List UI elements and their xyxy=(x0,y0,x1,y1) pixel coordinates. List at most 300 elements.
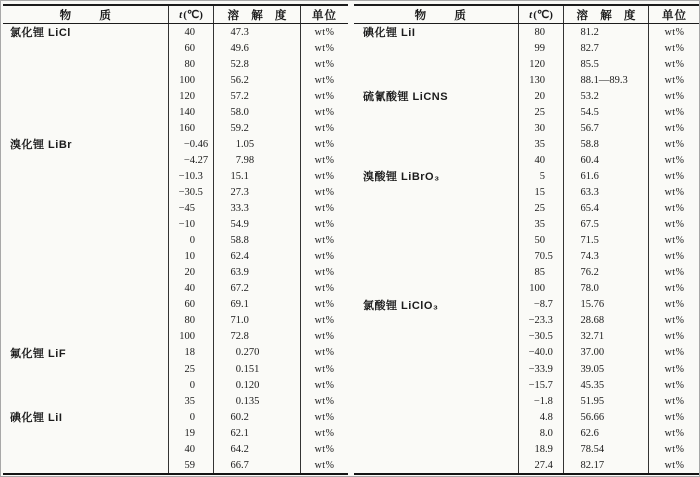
table-row xyxy=(3,104,348,120)
unit-cell: wt% xyxy=(314,411,335,423)
temperature-cell: 40 xyxy=(168,441,214,457)
table-row xyxy=(354,361,700,377)
table-row xyxy=(3,233,348,249)
unit-cell: wt% xyxy=(314,363,335,375)
temperature-cell: 120 xyxy=(518,56,564,72)
substance-cell xyxy=(3,40,168,56)
solubility-table-left xyxy=(3,4,348,475)
solubility-cell: 37 .00 xyxy=(564,345,649,361)
table-row xyxy=(3,457,348,473)
table-row xyxy=(354,409,700,425)
table-row xyxy=(354,249,700,265)
temperature-unit-label: (℃) xyxy=(533,9,553,21)
temperature-cell: −15 .7 xyxy=(518,377,564,393)
substance-cell: 氯化锂 LiCl xyxy=(10,27,71,40)
solubility-cell: 0 .120 xyxy=(214,377,301,393)
unit-cell: wt% xyxy=(314,443,335,455)
unit-cell: wt% xyxy=(664,138,685,150)
unit-cell: wt% xyxy=(664,363,685,375)
unit-cell: wt% xyxy=(314,122,335,134)
temperature-cell: 80 xyxy=(168,313,214,329)
solubility-cell: 81 .2 xyxy=(564,24,649,40)
table-row xyxy=(354,104,700,120)
unit-cell: wt% xyxy=(664,251,685,263)
unit-cell: wt% xyxy=(314,251,335,263)
substance-cell xyxy=(354,104,518,120)
solubility-cell: 47 .3 xyxy=(214,24,301,40)
solubility-cell: 56 .7 xyxy=(564,120,649,136)
unit-cell: wt% xyxy=(664,122,685,134)
table-row xyxy=(3,88,348,104)
solubility-cell: 67 .2 xyxy=(214,281,301,297)
solubility-cell: 15 .1 xyxy=(214,168,301,184)
temperature-cell: 40 xyxy=(518,152,564,168)
unit-cell: wt% xyxy=(664,235,685,247)
unit-cell: wt% xyxy=(664,459,685,471)
temperature-cell: 5 xyxy=(518,168,564,184)
table-row xyxy=(354,425,700,441)
solubility-cell: 54 .5 xyxy=(564,104,649,120)
temperature-cell: 59 xyxy=(168,457,214,473)
table-row xyxy=(354,329,700,345)
unit-cell: wt% xyxy=(664,283,685,295)
temperature-cell: −4 .27 xyxy=(168,152,214,168)
unit-cell: wt% xyxy=(314,347,335,359)
solubility-cell: 71 .0 xyxy=(214,313,301,329)
table-row xyxy=(354,152,700,168)
temperature-cell: 60 xyxy=(168,297,214,313)
table-row xyxy=(354,281,700,297)
unit-cell: wt% xyxy=(664,170,685,182)
substance-cell xyxy=(354,281,518,297)
temperature-cell: −40 .0 xyxy=(518,345,564,361)
table-row xyxy=(354,88,700,104)
substance-cell xyxy=(354,201,518,217)
solubility-cell: 63 .3 xyxy=(564,184,649,200)
unit-cell: wt% xyxy=(664,379,685,391)
unit-cell: wt% xyxy=(664,315,685,327)
temperature-cell: 20 xyxy=(518,88,564,104)
substance-cell xyxy=(354,425,518,441)
substance-cell xyxy=(354,313,518,329)
header-substance-label: 物 质 xyxy=(59,9,112,22)
temperature-cell: 27 .4 xyxy=(518,457,564,473)
solubility-cell: 58 .8 xyxy=(564,136,649,152)
header-solubility xyxy=(564,6,649,23)
solubility-cell: 27 .3 xyxy=(214,184,301,200)
table-row xyxy=(3,281,348,297)
unit-cell: wt% xyxy=(314,267,335,279)
temperature-cell: −30 .5 xyxy=(518,329,564,345)
table-row xyxy=(354,297,700,313)
substance-cell xyxy=(354,120,518,136)
temperature-cell: 35 xyxy=(168,393,214,409)
solubility-cell: 0 .135 xyxy=(214,393,301,409)
unit-cell: wt% xyxy=(664,203,685,215)
table-row xyxy=(3,265,348,281)
table-row xyxy=(3,377,348,393)
table-row xyxy=(354,40,700,56)
solubility-cell: 33 .3 xyxy=(214,201,301,217)
solubility-cell: 61 .6 xyxy=(564,168,649,184)
solubility-cell: 32 .71 xyxy=(564,329,649,345)
solubility-cell: 52 .8 xyxy=(214,56,301,72)
unit-cell: wt% xyxy=(314,26,335,38)
table-row xyxy=(354,441,700,457)
substance-cell xyxy=(3,233,168,249)
solubility-cell: 1 .05 xyxy=(214,136,301,152)
table-row xyxy=(354,265,700,281)
solubility-cell: 0 .151 xyxy=(214,361,301,377)
substance-cell xyxy=(354,217,518,233)
solubility-cell: 62 .4 xyxy=(214,249,301,265)
substance-cell xyxy=(354,329,518,345)
table-row xyxy=(3,72,348,88)
unit-cell: wt% xyxy=(314,395,335,407)
substance-cell xyxy=(354,393,518,409)
table-row xyxy=(3,168,348,184)
unit-cell: wt% xyxy=(664,443,685,455)
solubility-cell: 28 .68 xyxy=(564,313,649,329)
substance-cell xyxy=(3,56,168,72)
substance-cell: 氟化锂 LiF xyxy=(10,347,67,360)
temperature-cell: −0 .46 xyxy=(168,136,214,152)
solubility-cell: 78 .54 xyxy=(564,441,649,457)
temperature-cell: 40 xyxy=(168,24,214,40)
unit-cell: wt% xyxy=(664,347,685,359)
table-row xyxy=(3,345,348,361)
substance-cell xyxy=(3,249,168,265)
substance-cell xyxy=(354,72,518,88)
substance-cell xyxy=(354,56,518,72)
temperature-cell: 19 xyxy=(168,425,214,441)
temperature-symbol: t xyxy=(179,8,183,21)
unit-cell: wt% xyxy=(314,219,335,231)
temperature-cell: 80 xyxy=(518,24,564,40)
substance-cell xyxy=(3,329,168,345)
table-row xyxy=(3,249,348,265)
table-row xyxy=(354,393,700,409)
table-row xyxy=(354,457,700,473)
unit-cell: wt% xyxy=(314,138,335,150)
temperature-cell: 100 xyxy=(168,72,214,88)
table-row xyxy=(354,201,700,217)
substance-cell xyxy=(354,249,518,265)
solubility-cell: 56 .66 xyxy=(564,409,649,425)
unit-cell: wt% xyxy=(314,170,335,182)
substance-cell xyxy=(3,441,168,457)
header-solubility-label: 溶 解 度 xyxy=(576,9,636,22)
temperature-cell: 0 xyxy=(168,377,214,393)
substance-cell xyxy=(3,152,168,168)
solubility-cell: 74 .3 xyxy=(564,249,649,265)
table-row xyxy=(3,217,348,233)
substance-cell xyxy=(3,201,168,217)
temperature-cell: 50 xyxy=(518,233,564,249)
substance-cell: 氯酸锂 LiClO₃ xyxy=(363,299,439,312)
substance-cell xyxy=(3,425,168,441)
temperature-cell: −33 .9 xyxy=(518,361,564,377)
table-header-row xyxy=(3,4,348,24)
table-row xyxy=(3,201,348,217)
table-row xyxy=(3,184,348,200)
temperature-cell: 8 .0 xyxy=(518,425,564,441)
unit-cell: wt% xyxy=(664,186,685,198)
temperature-cell: 0 xyxy=(168,233,214,249)
temperature-cell: 80 xyxy=(168,56,214,72)
temperature-cell: −23 .3 xyxy=(518,313,564,329)
substance-cell xyxy=(3,361,168,377)
substance-cell xyxy=(3,168,168,184)
substance-cell xyxy=(354,40,518,56)
table-row xyxy=(3,297,348,313)
temperature-cell: 30 xyxy=(518,120,564,136)
substance-cell xyxy=(354,152,518,168)
temperature-cell: 0 xyxy=(168,409,214,425)
table-row xyxy=(3,409,348,425)
temperature-cell: 130 xyxy=(518,72,564,88)
substance-cell xyxy=(3,313,168,329)
solubility-cell: 39 .05 xyxy=(564,361,649,377)
header-temperature xyxy=(518,6,564,23)
substance-cell xyxy=(354,233,518,249)
temperature-cell: 25 xyxy=(518,104,564,120)
unit-cell: wt% xyxy=(314,235,335,247)
temperature-cell: 160 xyxy=(168,120,214,136)
unit-cell: wt% xyxy=(664,427,685,439)
unit-cell: wt% xyxy=(664,154,685,166)
table-row xyxy=(354,377,700,393)
temperature-cell: 25 xyxy=(518,201,564,217)
table-row xyxy=(354,72,700,88)
substance-cell xyxy=(3,104,168,120)
temperature-cell: 85 xyxy=(518,265,564,281)
temperature-cell: 40 xyxy=(168,281,214,297)
table-row xyxy=(3,329,348,345)
solubility-cell: 57 .2 xyxy=(214,88,301,104)
substance-cell xyxy=(3,88,168,104)
table-row xyxy=(354,136,700,152)
temperature-cell: −10 .3 xyxy=(168,168,214,184)
substance-cell xyxy=(354,409,518,425)
header-substance xyxy=(3,6,168,23)
table-row xyxy=(354,345,700,361)
table-body xyxy=(3,24,348,475)
table-row xyxy=(3,120,348,136)
unit-cell: wt% xyxy=(314,427,335,439)
table-row xyxy=(3,56,348,72)
table-row xyxy=(3,24,348,40)
unit-cell: wt% xyxy=(314,299,335,311)
temperature-cell: 25 xyxy=(168,361,214,377)
solubility-cell: 66 .7 xyxy=(214,457,301,473)
solubility-cell: 0 .270 xyxy=(214,345,301,361)
unit-cell: wt% xyxy=(664,219,685,231)
temperature-cell: 18 xyxy=(168,345,214,361)
solubility-cell: 45 .35 xyxy=(564,377,649,393)
solubility-cell: 54 .9 xyxy=(214,217,301,233)
temperature-cell: 140 xyxy=(168,104,214,120)
solubility-cell: 62 .6 xyxy=(564,425,649,441)
header-substance-label: 物 质 xyxy=(414,9,467,22)
substance-cell xyxy=(3,377,168,393)
substance-cell: 碘化锂 LiI xyxy=(10,412,63,425)
substance-cell xyxy=(354,184,518,200)
substance-cell xyxy=(354,457,518,473)
header-substance xyxy=(354,6,518,23)
table-row xyxy=(3,393,348,409)
temperature-cell: 99 xyxy=(518,40,564,56)
solubility-cell: 60 .2 xyxy=(214,409,301,425)
table-row xyxy=(3,425,348,441)
substance-cell xyxy=(354,136,518,152)
substance-cell xyxy=(3,184,168,200)
unit-cell: wt% xyxy=(314,315,335,327)
unit-cell: wt% xyxy=(664,331,685,343)
substance-cell: 碘化锂 LiI xyxy=(363,27,416,40)
unit-cell: wt% xyxy=(314,106,335,118)
unit-cell: wt% xyxy=(314,203,335,215)
unit-cell: wt% xyxy=(664,58,685,70)
substance-cell xyxy=(3,217,168,233)
unit-cell: wt% xyxy=(314,379,335,391)
table-row xyxy=(354,24,700,40)
unit-cell: wt% xyxy=(314,186,335,198)
substance-cell xyxy=(3,72,168,88)
solubility-cell: 49 .6 xyxy=(214,40,301,56)
temperature-cell: 60 xyxy=(168,40,214,56)
table-row xyxy=(3,313,348,329)
temperature-cell: 70 .5 xyxy=(518,249,564,265)
solubility-cell: 53 .2 xyxy=(564,88,649,104)
solubility-cell: 62 .1 xyxy=(214,425,301,441)
temperature-cell: 18 .9 xyxy=(518,441,564,457)
header-temperature xyxy=(168,6,214,23)
substance-cell xyxy=(3,120,168,136)
solubility-cell: 7 .98 xyxy=(214,152,301,168)
solubility-cell: 63 .9 xyxy=(214,265,301,281)
temperature-cell: 20 xyxy=(168,265,214,281)
temperature-cell: 100 xyxy=(168,329,214,345)
solubility-cell: 69 .1 xyxy=(214,297,301,313)
unit-cell: wt% xyxy=(664,106,685,118)
solubility-cell: 59 .2 xyxy=(214,120,301,136)
substance-cell xyxy=(3,281,168,297)
solubility-cell: 85 .5 xyxy=(564,56,649,72)
table-row xyxy=(354,313,700,329)
unit-cell: wt% xyxy=(314,90,335,102)
unit-cell: wt% xyxy=(314,42,335,54)
temperature-unit-label: (℃) xyxy=(183,9,203,21)
unit-cell: wt% xyxy=(664,299,685,311)
temperature-cell: 10 xyxy=(168,249,214,265)
table-row xyxy=(354,233,700,249)
temperature-cell: −10 xyxy=(168,217,214,233)
substance-cell xyxy=(3,265,168,281)
table-row xyxy=(354,217,700,233)
header-solubility-label: 溶 解 度 xyxy=(227,9,287,22)
solubility-table-right xyxy=(354,4,700,475)
temperature-cell: 120 xyxy=(168,88,214,104)
unit-cell: wt% xyxy=(664,74,685,86)
solubility-cell: 82 .7 xyxy=(564,40,649,56)
unit-cell: wt% xyxy=(664,411,685,423)
solubility-cell: 58 .8 xyxy=(214,233,301,249)
substance-cell xyxy=(3,393,168,409)
temperature-symbol: t xyxy=(529,8,533,21)
unit-cell: wt% xyxy=(314,58,335,70)
temperature-cell: 35 xyxy=(518,136,564,152)
solubility-cell: 76 .2 xyxy=(564,265,649,281)
unit-cell: wt% xyxy=(314,154,335,166)
solubility-cell: 58 .0 xyxy=(214,104,301,120)
substance-cell xyxy=(354,361,518,377)
solubility-cell: 15 .76 xyxy=(564,297,649,313)
table-row xyxy=(3,136,348,152)
table-header-row xyxy=(354,4,700,24)
temperature-cell: −45 xyxy=(168,201,214,217)
solubility-cell: 51 .95 xyxy=(564,393,649,409)
table-row xyxy=(3,40,348,56)
table-body xyxy=(354,24,700,475)
solubility-cell: 60 .4 xyxy=(564,152,649,168)
substance-cell xyxy=(354,345,518,361)
temperature-cell: 100 xyxy=(518,281,564,297)
solubility-cell: 65 .4 xyxy=(564,201,649,217)
table-row xyxy=(354,184,700,200)
table-row xyxy=(3,361,348,377)
unit-cell: wt% xyxy=(664,90,685,102)
temperature-cell: −30 .5 xyxy=(168,184,214,200)
unit-cell: wt% xyxy=(664,26,685,38)
unit-cell: wt% xyxy=(314,74,335,86)
substance-cell: 硫氰酸锂 LiCNS xyxy=(363,91,449,104)
solubility-cell: 56 .2 xyxy=(214,72,301,88)
unit-cell: wt% xyxy=(314,283,335,295)
table-row xyxy=(3,152,348,168)
solubility-cell: 78 .0 xyxy=(564,281,649,297)
table-row xyxy=(354,120,700,136)
table-row xyxy=(3,441,348,457)
solubility-cell: 71 .5 xyxy=(564,233,649,249)
substance-cell: 溴酸锂 LiBrO₃ xyxy=(363,171,440,184)
substance-cell xyxy=(3,457,168,473)
solubility-cell: 64 .2 xyxy=(214,441,301,457)
header-solubility xyxy=(214,6,301,23)
temperature-cell: 35 xyxy=(518,217,564,233)
unit-cell: wt% xyxy=(314,331,335,343)
unit-cell: wt% xyxy=(664,395,685,407)
table-row xyxy=(354,168,700,184)
header-unit-label: 单位 xyxy=(312,9,337,22)
substance-cell xyxy=(3,297,168,313)
header-unit xyxy=(301,6,348,23)
header-unit-label: 单位 xyxy=(662,9,687,22)
unit-cell: wt% xyxy=(664,42,685,54)
substance-cell xyxy=(354,441,518,457)
temperature-cell: 4 .8 xyxy=(518,409,564,425)
temperature-cell: −1 .8 xyxy=(518,393,564,409)
temperature-cell: 15 xyxy=(518,184,564,200)
substance-cell xyxy=(354,377,518,393)
unit-cell: wt% xyxy=(664,267,685,279)
substance-cell: 溴化锂 LiBr xyxy=(10,139,73,152)
solubility-cell: 88 .1—89.3 xyxy=(564,72,649,88)
substance-cell xyxy=(354,265,518,281)
unit-cell: wt% xyxy=(314,459,335,471)
temperature-cell: −8 .7 xyxy=(518,297,564,313)
solubility-cell: 72 .8 xyxy=(214,329,301,345)
